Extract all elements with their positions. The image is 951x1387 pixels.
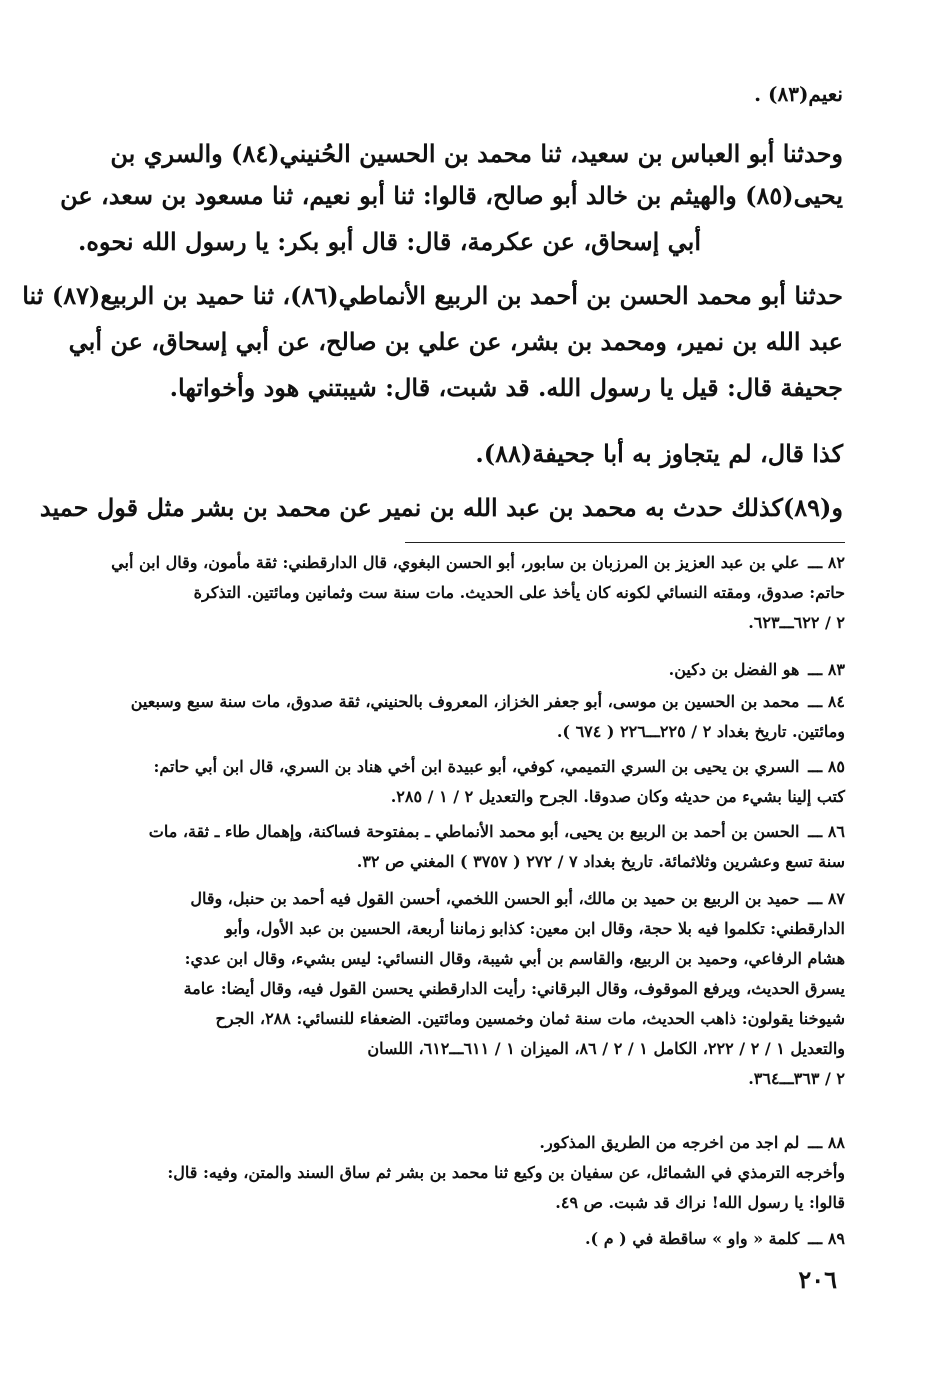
footnote-line [104,944,845,974]
footnote-line [104,1158,845,1188]
footnote-number: ٨٩ ـــ [808,1229,845,1248]
footnote-text: الدارقطني: تكلموا فيه بلا حجة، وقال ابن معين: كذابو زماننا أربعة، الحسين بن عبد الأول، وأبو [225,919,845,938]
footnote-text: سنة تسع وعشرين وثلاثمائة. تاريخ بغداد ٧ / ٢٧٢ ( ٣٧٥٧ ) المغني ص ٣٢. [356,852,845,871]
main-text-line: وحدثنا أبو العباس بن سعيد، ثنا محمد بن الحسين الحُنيني(٨٤) والسري بن [110,139,843,168]
footnote-line [104,1034,845,1064]
footnote-line [104,847,845,877]
footnote-number: ٨٢ ـــ [808,553,845,572]
footnote-text: الحسن بن أحمد بن الربيع بن يحيى، أبو محمد الأنماطي ـ بمفتوحة فساكنة، وإهمال طاء ـ ثقة، مات [148,822,800,841]
main-text-line: جحيفة قال: قيل يا رسول الله. قد شبت، قال: شيبتني هود وأخواتها. [169,373,843,402]
main-text-line: عبد الله بن نمير، ومحمد بن بشر، عن علي بن صالح، عن أبي إسحاق، عن أبي [68,327,843,356]
footnote-text: شيوخنا يقولون: ذاهب الحديث، مات سنة ثمان وخمسين ومائتين. الضعفاء للنسائي: ٢٨٨، الجرح [215,1009,845,1028]
footnote-number: ٨٨ ـــ [808,1133,845,1152]
footnote-divider [405,542,845,543]
footnote-line [104,752,845,782]
main-text-line: نعيم(٨٣) . [754,82,843,106]
footnote-text: يسرق الحديث، ويرفع الموقوف، وقال البرقاني: رأيت الدارقطني يحسن القول فيه، وقال أيضا: عامة [183,979,845,998]
footnote-number: ٨٤ ـــ [808,692,845,711]
footnote-line [104,974,845,1004]
footnote-line [104,1064,845,1094]
footnote [104,548,845,638]
footnote-text: حميد بن الربيع بن حميد بن مالك، أبو الحسن اللخمي، أحسن القول فيه أحمد بن حنبل، وقال [190,889,800,908]
footnote-line [104,914,845,944]
main-text-line: يحيى(٨٥) والهيثم بن خالد أبو صالح، قالوا: ثنا أبو نعيم، ثنا مسعود بن سعد، عن [60,181,843,210]
footnote-text: علي بن عبد العزيز بن المرزبان بن سابور، أبو الحسن البغوي، قال الدارقطني: ثقة مأمون، وقال ابن أبي [111,553,800,572]
footnote-text: كتب إلينا بشيء من حديثه وكان صدوقا. الجرح والتعديل ٢ / ١ / ٢٨٥. [390,787,845,806]
footnote-text: وأخرجه الترمذي في الشمائل، عن سفيان بن وكيع ثنا محمد بن بشر ثم ساق السند والمتن، وفيه: قال: [167,1163,845,1182]
main-text-line: حدثنا أبو محمد الحسن بن أحمد بن الربيع الأنماطي(٨٦)، ثنا حميد بن الربيع(٨٧) ثنا [22,281,843,310]
footnote-line [104,1224,845,1254]
page-number: ٢٠٦ [798,1265,837,1294]
footnote [104,1224,845,1254]
footnote [104,817,845,877]
main-text-line: و(٨٩)كذلك حدث به محمد بن عبد الله بن نمير عن محمد بن بشر مثل قول حميد [39,493,843,522]
footnote [104,687,845,747]
footnote [104,1128,845,1218]
footnote-line [104,1188,845,1218]
footnote-text: ٢ / ٦٢٢ـــ٦٢٣. [748,613,845,632]
footnote-text: هشام الرفاعي، وحميد بن الربيع، والقاسم بن أبي شيبة، وقال النسائي: ليس بشيء، وقال ابن عدي: [184,949,845,968]
footnote-line [104,817,845,847]
footnote-text: كلمة « واو » ساقطة في ( م ). [584,1229,800,1248]
footnote-number: ٨٦ ـــ [808,822,845,841]
main-text-line: أبي إسحاق، عن عكرمة، قال: قال أبو بكر: يا رسول الله نحوه. [78,227,701,256]
main-text-line: كذا قال، لم يتجاوز به أبا جحيفة(٨٨). [475,439,843,468]
footnote-line [104,655,845,685]
footnote [104,752,845,812]
footnote [104,655,845,685]
footnote-line [104,1128,845,1158]
footnote-text: قالوا: يا رسول الله! نراك قد شبت. ص ٤٩. [555,1193,845,1212]
footnote-number: ٨٧ ـــ [808,889,845,908]
footnote-line [104,1004,845,1034]
footnote-line [104,717,845,747]
footnote-text: السري بن يحيى بن السري التميمي، كوفي، أبو عبيدة ابن أخي هناد بن السري، قال ابن أبي حاتم: [153,757,800,776]
footnote-number: ٨٥ ـــ [808,757,845,776]
footnote-text: لم اجد من اخرجه من الطريق المذكور. [539,1133,800,1152]
footnote-line [104,608,845,638]
footnote-text: محمد بن الحسين بن موسى، أبو جعفر الخزاز، المعروف بالحنيني، ثقة صدوق، مات سنة سبع وسبعين [130,692,800,711]
footnote-line [104,548,845,578]
footnote-text: حاتم: صدوق، ومقته النسائي لكونه كان يأخذ على الحديث. مات سنة ست وثمانين ومائتين. التذكرة [193,583,845,602]
footnote-text: ومائتين. تاريخ بغداد ٢ / ٢٢٥ـــ٢٢٦ ( ٦٧٤ ). [556,722,845,741]
footnote-text: والتعديل ١ / ٢ / ٢٢٢، الكامل ١ / ٢ / ٨٦، الميزان ١ / ٦١١ـــ٦١٢، اللسان [367,1039,845,1058]
footnote-text: ٢ / ٣٦٣ـــ٣٦٤. [748,1069,845,1088]
footnote-text: هو الفضل بن دكين. [668,660,800,679]
footnote-line [104,578,845,608]
footnote [104,884,845,1094]
footnote-number: ٨٣ ـــ [808,660,845,679]
footnote-line [104,884,845,914]
footnote-line [104,782,845,812]
footnote-line [104,687,845,717]
